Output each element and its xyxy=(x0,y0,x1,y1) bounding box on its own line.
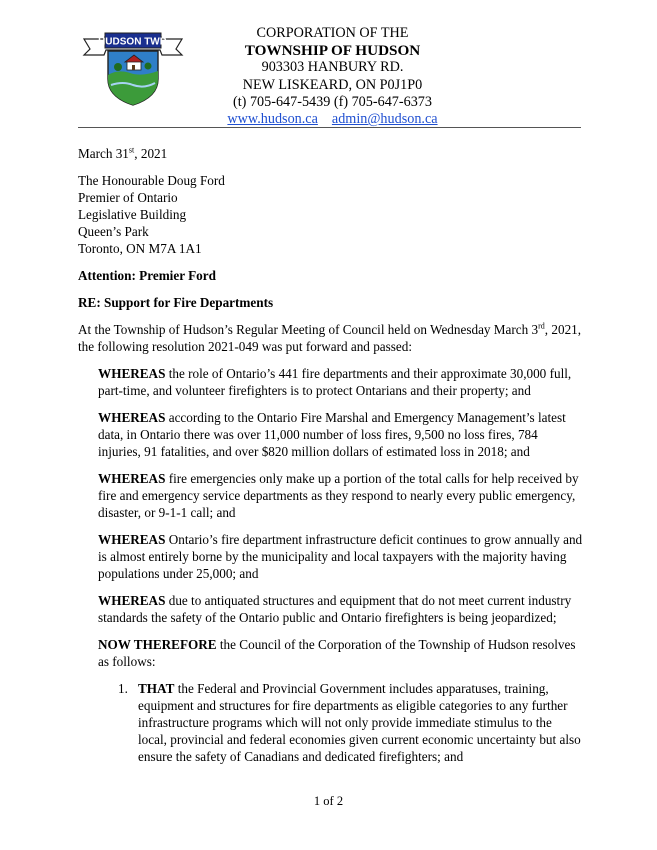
subject-line: RE: Support for Fire Departments xyxy=(78,295,274,310)
city-line: NEW LISKEARD, ON P0J1P0 xyxy=(242,76,423,93)
hudson-township-logo xyxy=(78,25,188,107)
recipient-line: Premier of Ontario xyxy=(78,190,178,205)
corporation-line: CORPORATION OF THE xyxy=(256,25,409,41)
email-link[interactable]: admin@hudson.ca xyxy=(331,111,438,128)
township-name: TOWNSHIP OF HUDSON xyxy=(244,42,421,60)
recipient-line: Toronto, ON M7A 1A1 xyxy=(78,241,202,256)
website-link[interactable]: www.hudson.ca xyxy=(227,111,318,128)
whereas-clause: WHEREAS according to the Ontario Fire Marshal and Emergency Management’s latest data, in Ontario there was over 11,000 number of loss fires, 9,500 no loss fires, 784 injuries, 91 fatalities, and over $820 million dollars of estimated loss in 2018; and xyxy=(98,410,566,459)
whereas-clause: WHEREAS Ontario’s fire department infrastructure deficit continues to grow annually and is almost entirely borne by the municipality and local taxpayers with the majority having populations under 25,000; and xyxy=(98,532,583,581)
recipient-line: Legislative Building xyxy=(78,207,187,222)
now-therefore-clause: NOW THEREFORE the Council of the Corporation of the Township of Hudson resolves as follows: xyxy=(98,637,576,669)
letter-body xyxy=(78,145,583,765)
attention-line: Attention: Premier Ford xyxy=(78,268,216,283)
recipient-line: Queen’s Park xyxy=(78,224,149,239)
letterhead xyxy=(190,25,475,128)
phone-fax-line: (t) 705-647-5439 (f) 705-647-6373 xyxy=(233,93,432,110)
item-text: THAT the Federal and Provincial Government includes apparatuses, training, equipment and structures for fire departments as eligible categories to any further infrastructure programs which will not only provide immediate stimulus to the local, provincial and federal economies given current economic uncertainty but also ensure the safety of Canadians and dedicated firefighters; and xyxy=(138,681,581,764)
whereas-clause: WHEREAS fire emergencies only make up a portion of the total calls for help received by fire and emergency service departments as they respond to nearly every public emergency, disaster, or 9-1-1 call; and xyxy=(98,471,579,520)
recipient-line: The Honourable Doug Ford xyxy=(78,173,225,188)
resolution-item xyxy=(78,680,583,765)
whereas-clause: WHEREAS the role of Ontario’s 441 fire departments and their approximate 30,000 full, part-time, and volunteer firefighters is to protect Ontarians and their property; and xyxy=(98,366,572,398)
page-number: 1 of 2 xyxy=(313,794,344,808)
address-line: 903303 HANBURY RD. xyxy=(261,59,404,76)
contact-links xyxy=(190,111,475,128)
letter-date: March 31st, 2021 xyxy=(78,145,168,161)
logo-banner-text: HUDSON TWP. xyxy=(98,36,168,48)
recipient-address xyxy=(78,172,583,257)
item-number: 1. xyxy=(118,681,128,696)
whereas-clause: WHEREAS due to antiquated structures and equipment that do not meet current industry standards the safety of the Ontario public and Ontario firefighters is being jeopardized; xyxy=(98,593,572,625)
intro-paragraph: At the Township of Hudson’s Regular Meeting of Council held on Wednesday March 3rd, 2021, the following resolution 2021-049 was put forward and passed: xyxy=(78,321,582,354)
header-divider xyxy=(78,127,581,128)
